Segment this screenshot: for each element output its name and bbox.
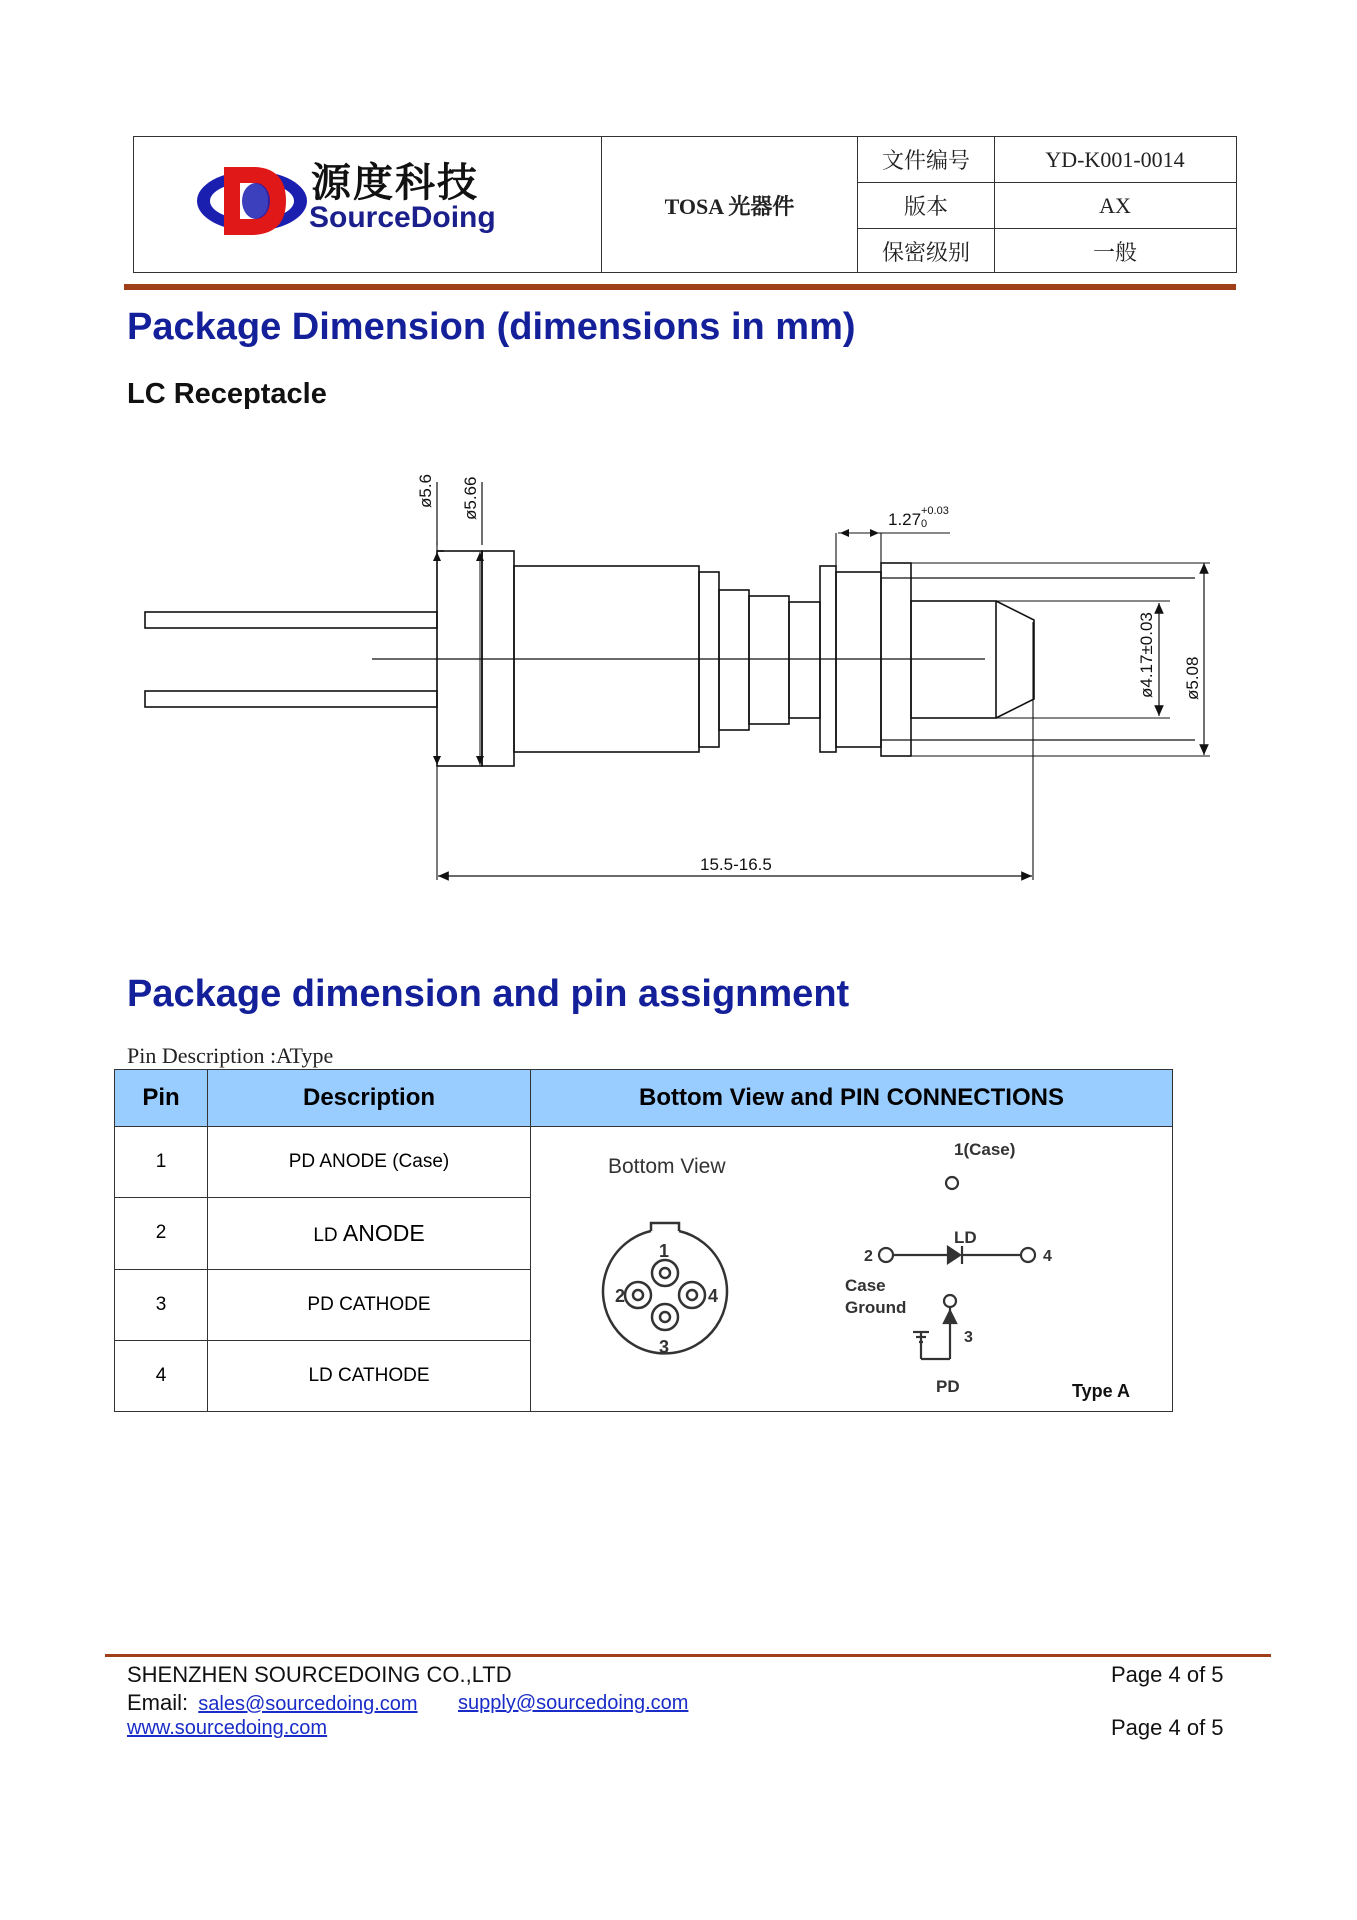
dim-label-1-27: 1.27 <box>888 510 922 529</box>
confidentiality-label: 保密级别 <box>881 239 970 265</box>
pin-lead-upper <box>145 612 437 628</box>
dim-label-d5-08: ø5.08 <box>1183 656 1202 700</box>
dim-label-d4-17: ø4.17±0.03 <box>1137 612 1156 698</box>
email-sales-link[interactable]: sales@sourcedoing.com <box>198 1693 418 1715</box>
footer-page-number-secondary: Page 4 of 5 <box>1111 1715 1224 1740</box>
pin-number: 2 <box>115 1198 208 1269</box>
document-title: TOSA 光器件 <box>664 194 795 219</box>
pin-description-prefix: LD <box>313 1224 338 1246</box>
schematic-pin-2: 2 <box>864 1248 873 1265</box>
header-pin: Pin <box>115 1070 208 1127</box>
footer-page-number: Page 4 of 5 <box>1111 1662 1224 1687</box>
dim-label-1-27-tol-upper: +0.03 <box>921 505 949 517</box>
dim-label-1-27-tol-lower: 0 <box>921 518 928 530</box>
logo-chinese-name: 源度科技 <box>311 160 479 206</box>
case-label: Case <box>845 1276 886 1295</box>
pin-assignment-table <box>114 1069 1173 1412</box>
dim-label-d5-6: ø5.6 <box>416 473 435 508</box>
pd-label: PD <box>936 1377 960 1396</box>
doc-number-value: YD-K001-0014 <box>1045 146 1185 172</box>
schematic-pin-3: 3 <box>964 1329 973 1346</box>
pin-number: 1 <box>115 1127 208 1198</box>
table-row <box>115 1127 1173 1198</box>
bottom-view-diagram-cell <box>531 1127 1173 1412</box>
pin-description: PD ANODE (Case) <box>208 1127 531 1198</box>
footer-divider <box>105 1654 1271 1657</box>
schematic-pin-4: 4 <box>1043 1248 1052 1265</box>
pin-connections-diagram <box>531 1127 1171 1411</box>
version-value: AX <box>1099 192 1131 218</box>
dim-label-d5-66: ø5.66 <box>461 476 480 520</box>
lc-receptacle-drawing <box>0 0 1357 900</box>
pin1-case-label: 1(Case) <box>954 1140 1016 1159</box>
table-header-row <box>115 1070 1173 1127</box>
pin-lead-lower <box>145 691 437 707</box>
ld-pd-schematic-icon <box>879 1177 1035 1359</box>
pin-description <box>208 1198 531 1269</box>
bottom-view-label: Bottom View <box>608 1155 726 1178</box>
confidentiality-value: 一般 <box>1092 239 1137 265</box>
footer-company: SHENZHEN SOURCEDOING CO.,LTD <box>127 1662 512 1687</box>
pin-description-main: ANODE <box>342 1219 425 1246</box>
doc-number-label: 文件编号 <box>881 148 970 173</box>
type-a-label: Type A <box>1072 1381 1131 1401</box>
pin-description: LD CATHODE <box>208 1340 531 1411</box>
header-bottom-view: Bottom View and PIN CONNECTIONS <box>531 1070 1173 1127</box>
section-heading-package-dimension: Package Dimension (dimensions in mm) <box>127 306 856 348</box>
ld-label: LD <box>954 1228 977 1247</box>
email-label: Email: <box>127 1690 189 1715</box>
footer-email-row <box>127 1690 418 1716</box>
section-heading-pin-assignment: Package dimension and pin assignment <box>127 973 850 1015</box>
bottom-pin-2: 2 <box>615 1286 626 1306</box>
ground-label: Ground <box>845 1298 907 1317</box>
bottom-pin-3: 3 <box>659 1337 670 1357</box>
email-supply-link[interactable]: supply@sourcedoing.com <box>458 1692 689 1714</box>
dim-label-length: 15.5-16.5 <box>700 855 772 874</box>
subheading-lc-receptacle: LC Receptacle <box>127 378 327 410</box>
header-description: Description <box>208 1070 531 1127</box>
bottom-pin-4: 4 <box>708 1286 719 1306</box>
logo-english-name: SourceDoing <box>309 201 496 234</box>
pin-number: 3 <box>115 1269 208 1340</box>
version-label: 版本 <box>903 194 948 219</box>
pin-number: 4 <box>115 1340 208 1411</box>
bottom-pin-1: 1 <box>659 1241 670 1261</box>
pin-description: PD CATHODE <box>208 1269 531 1340</box>
pin-description-caption: Pin Description :AType <box>127 1043 334 1068</box>
website-link[interactable]: www.sourcedoing.com <box>127 1717 328 1739</box>
